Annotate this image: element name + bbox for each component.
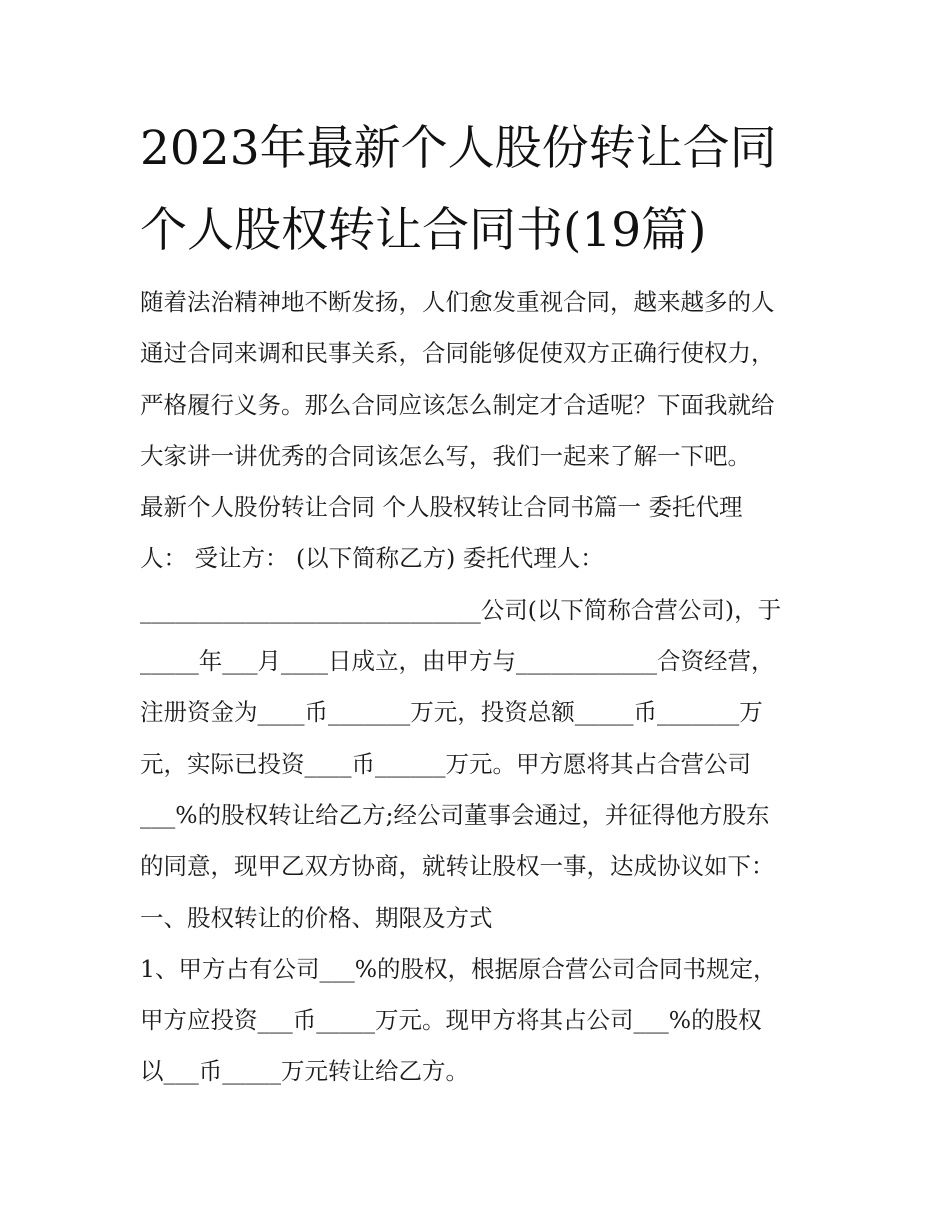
document-body bbox=[140, 277, 830, 1098]
body-line: 随着法治精神地不断发扬，人们愈发重视合同，越来越多的人 bbox=[140, 288, 775, 316]
title-line-1: 2023年最新个人股份转让合同 bbox=[140, 121, 777, 176]
body-line: _____________________________公司(以下简称合营公司)，于 bbox=[140, 595, 782, 624]
title-line-2: 个人股权转让合同书(19篇) bbox=[140, 203, 707, 258]
body-line: ___%的股权转让给乙方;经公司董事会通过，并征得他方股东 bbox=[140, 800, 770, 829]
body-line: 通过合同来调和民事关系，合同能够促使双方正确行使权力， bbox=[140, 339, 775, 368]
body-line: 的同意，现甲乙双方协商，就转让股权一事，达成协议如下： bbox=[140, 852, 775, 881]
body-line: 人： 受让方： (以下简称乙方) 委托代理人： bbox=[140, 544, 604, 573]
body-line: 大家讲一讲优秀的合同该怎么写，我们一起来了解一下吧。 bbox=[140, 441, 751, 470]
body-line: 严格履行义务。那么合同应该怎么制定才合适呢？下面我就给 bbox=[140, 390, 775, 419]
body-line: 元，实际已投资____币______万元。甲方愿将其占合营公司 bbox=[140, 749, 751, 778]
body-line: _____年___月____日成立，由甲方与____________合资经营， bbox=[140, 647, 775, 676]
body-line: 1、甲方占有公司___%的股权，根据原合营公司合同书规定， bbox=[140, 954, 777, 983]
body-line: 以___币_____万元转让给乙方。 bbox=[140, 1057, 469, 1086]
body-line: 注册资金为____币_______万元，投资总额_____币_______万 bbox=[140, 698, 763, 727]
body-line: 最新个人股份转让合同 个人股权转让合同书篇一 委托代理 bbox=[140, 493, 743, 522]
body-line: 甲方应投资___币_____万元。现甲方将其占公司___%的股权 bbox=[140, 1006, 762, 1035]
section-heading: 一、股权转让的价格、期限及方式 bbox=[140, 903, 493, 932]
document-title bbox=[140, 108, 840, 272]
